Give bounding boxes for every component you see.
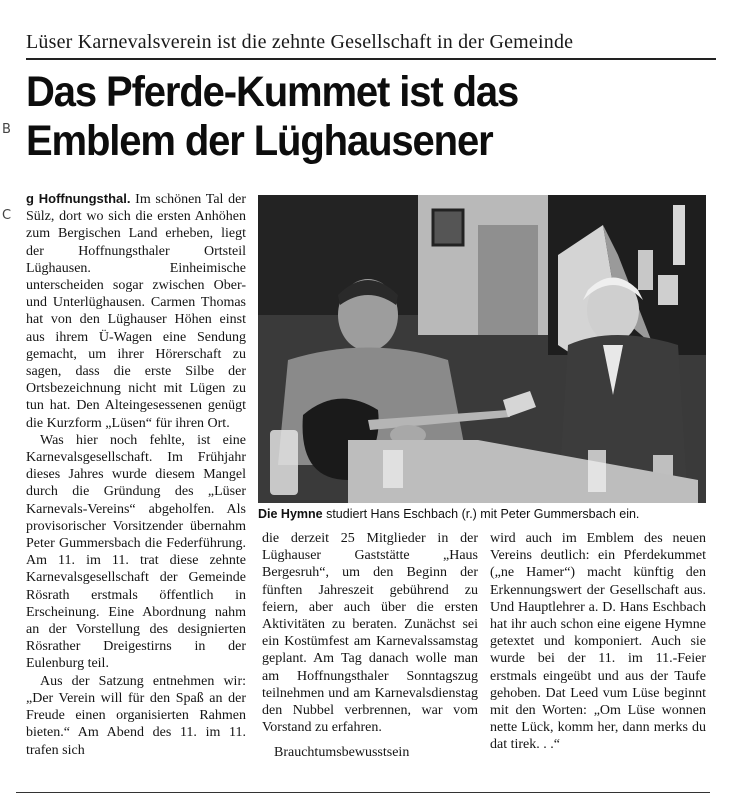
caption-text: studiert Hans Eschbach (r.) mit Peter Gummersbach ein. [322, 507, 640, 521]
photo-caption [258, 507, 706, 522]
margin-mark: C [2, 208, 12, 223]
subheading: Brauchtumsbewusstsein [274, 745, 410, 761]
text-column [490, 530, 706, 754]
photo-image [258, 195, 706, 503]
article-paragraph: Aus der Satzung entnehmen wir: „Der Verein will für den Spaß an der Freude einen organisierten Rahmen bieten.“ Am Abend des 11. im 11. trafen sich [26, 673, 246, 758]
overline-rule [26, 58, 716, 60]
article-paragraph: g Hoffnungsthal. Im schönen Tal der Sülz, dort wo sich die ersten Anhöhen zum Bergischen Land erheben, liegt der Hoffnungsthaler Ortsteil Lüghausen. Einheimische unterscheiden sogar zwischen Ober- und Unterlüghausen. Carmen Thomas hat von den Lüghauser Höhen einst aus ihrem Ü-Wagen eine Sendung gemacht, um ihrer Hörerschaft zu sagen, dass die erste Silbe der Ortsbezeichnung nicht mit Lügen zu tun hat. Den Alteingesessenen genügt die Kurzform „Lüsen“ für ihren Ort. [26, 191, 247, 431]
caption-lead: Die Hymne [258, 507, 323, 521]
text-column [262, 530, 478, 762]
headline [26, 68, 677, 166]
margin-mark: B [2, 122, 11, 137]
article-paragraph: wird auch im Emblem des neuen Vereins deutlich: ein Pferdekummet („ne Hamer“) macht künftig den Erkennungswert der Gesellschaft aus. Und Hauptlehrer a. D. Hans Eschbach hat ihr auch schon eine eigene Hymne getextet und komponiert. Auch sie wurde bei der 11. im 11.-Feier erstmals eingeübt und aus der Taufe gehoben. Dat Leed vum Lüse beginnt mit den Worten: „Om Lüse wonnen nette Lück, komm her, dann merks du dat tirek. . .“ [490, 531, 706, 753]
text-column [26, 190, 246, 759]
dateline: g Hoffnungsthal. [26, 191, 131, 206]
article-paragraph: die derzeit 25 Mitglieder in der Lüghauser Gaststätte „Haus Bergesruh“, um den Beginn der fünften Jahreszeit gebührend zu feiern, aber auch über die ersten Aktivitäten zu beraten. Zunächst sei ein Kostümfest am Karnevalssamstag geplant. Am Tag danach wolle man am Hoffnungsthaler Sonntagszug teilnehmen und am Karnevalsdienstag den Nubbel verbrennen, war vom Vorstand zu erfahren. [262, 531, 478, 736]
overline: Lüser Karnevalsverein ist die zehnte Gesellschaft in der Gemeinde [26, 31, 574, 53]
article-paragraph: Was hier noch fehlte, ist eine Karnevalsgesellschaft. Im Frühjahr dieses Jahres wurde diesem Mangel durch die Gründung des „Lüser Karnevals-Vereins“ abgeholfen. Als provisorischer Vorsitzender übernahm Peter Gummersbach die Federführung. Am 11. im 11. trat diese zehnte Karnevalsgesellschaft der Gemeinde Rösrath erstmals öffentlich in Erscheinung. Eine Abordnung nahm an der Vorstellung des designierten Rösrather Dreigestirns in der Eulenburg teil. [26, 432, 246, 672]
article-photo [258, 195, 706, 503]
headline-line: Emblem der Lüghausener [26, 117, 493, 165]
headline-line: Das Pferde-Kummet ist das [26, 68, 519, 116]
bottom-rule [16, 792, 710, 793]
